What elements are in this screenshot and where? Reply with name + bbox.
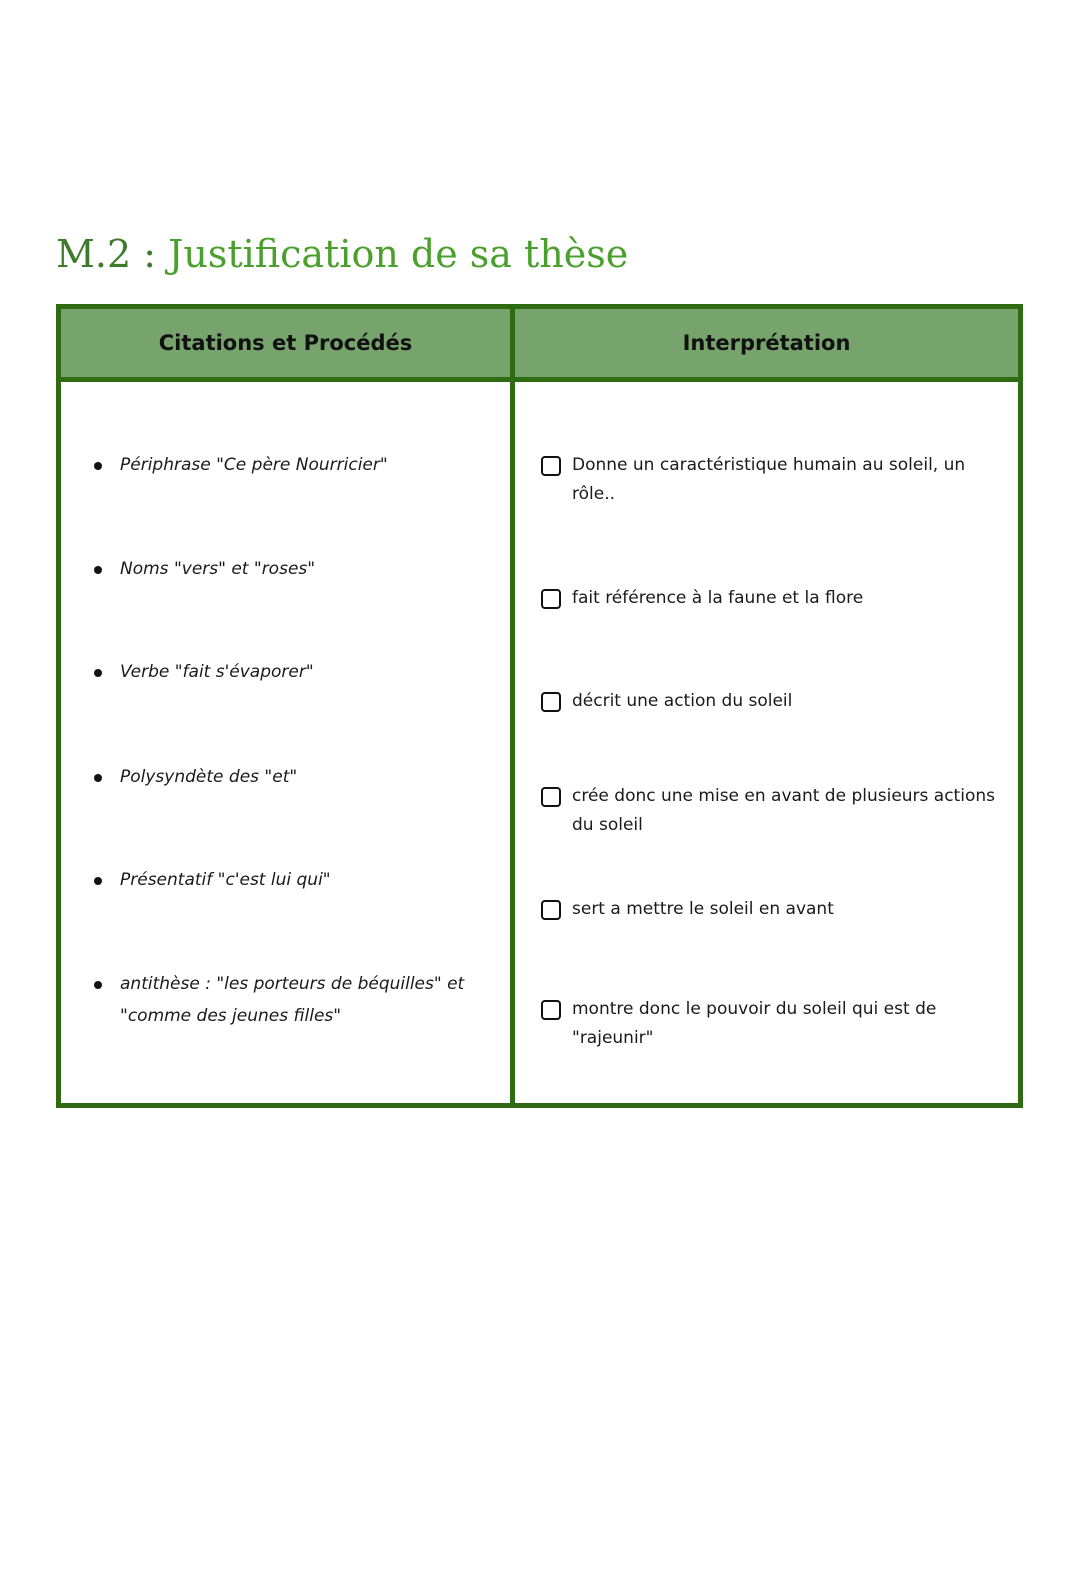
interpretation-text: décrit une action du soleil [572,691,793,711]
citation-text: antithèse : "les porteurs de béquilles" et "comme des jeunes filles" [120,974,465,1026]
citation-text: Noms "vers" et "roses" [120,559,316,579]
table-header [61,309,1018,382]
interpretation-text: fait référence à la faune et la flore [572,588,864,608]
column-divider [510,309,515,1103]
bullet-icon [94,877,102,885]
checkbox-icon[interactable] [541,692,561,712]
citation-text: Polysyndète des "et" [120,767,298,787]
checkbox-icon[interactable] [541,900,561,920]
page-title [56,228,628,280]
checkbox-icon[interactable] [541,589,561,609]
interpretation-text: crée donc une mise en avant de plusieurs actions du soleil [572,786,995,835]
citation-text: Présentatif "c'est lui qui" [120,870,331,890]
analysis-table [56,304,1023,1108]
interpretation-text: Donne un caractéristique humain au soleil, un rôle.. [572,455,966,504]
citation-text: Verbe "fait s'évaporer" [120,662,314,682]
checkbox-icon[interactable] [541,1000,561,1020]
interpretation-text: sert a mettre le soleil en avant [572,899,834,919]
bullet-icon [94,566,102,574]
interpretation-text: montre donc le pouvoir du soleil qui est de "rajeunir" [572,999,937,1048]
checkbox-icon[interactable] [541,787,561,807]
title-text: Justification de sa thèse [168,232,629,276]
citation-text: Périphrase "Ce père Nourricier" [120,455,388,475]
bullet-icon [94,669,102,677]
bullet-icon [94,462,102,470]
title-prefix: M.2 : [56,232,157,276]
bullet-icon [94,981,102,989]
header-citations: Citations et Procédés [158,331,413,355]
bullet-icon [94,774,102,782]
header-interpretation: Interprétation [682,331,851,355]
checkbox-icon[interactable] [541,456,561,476]
